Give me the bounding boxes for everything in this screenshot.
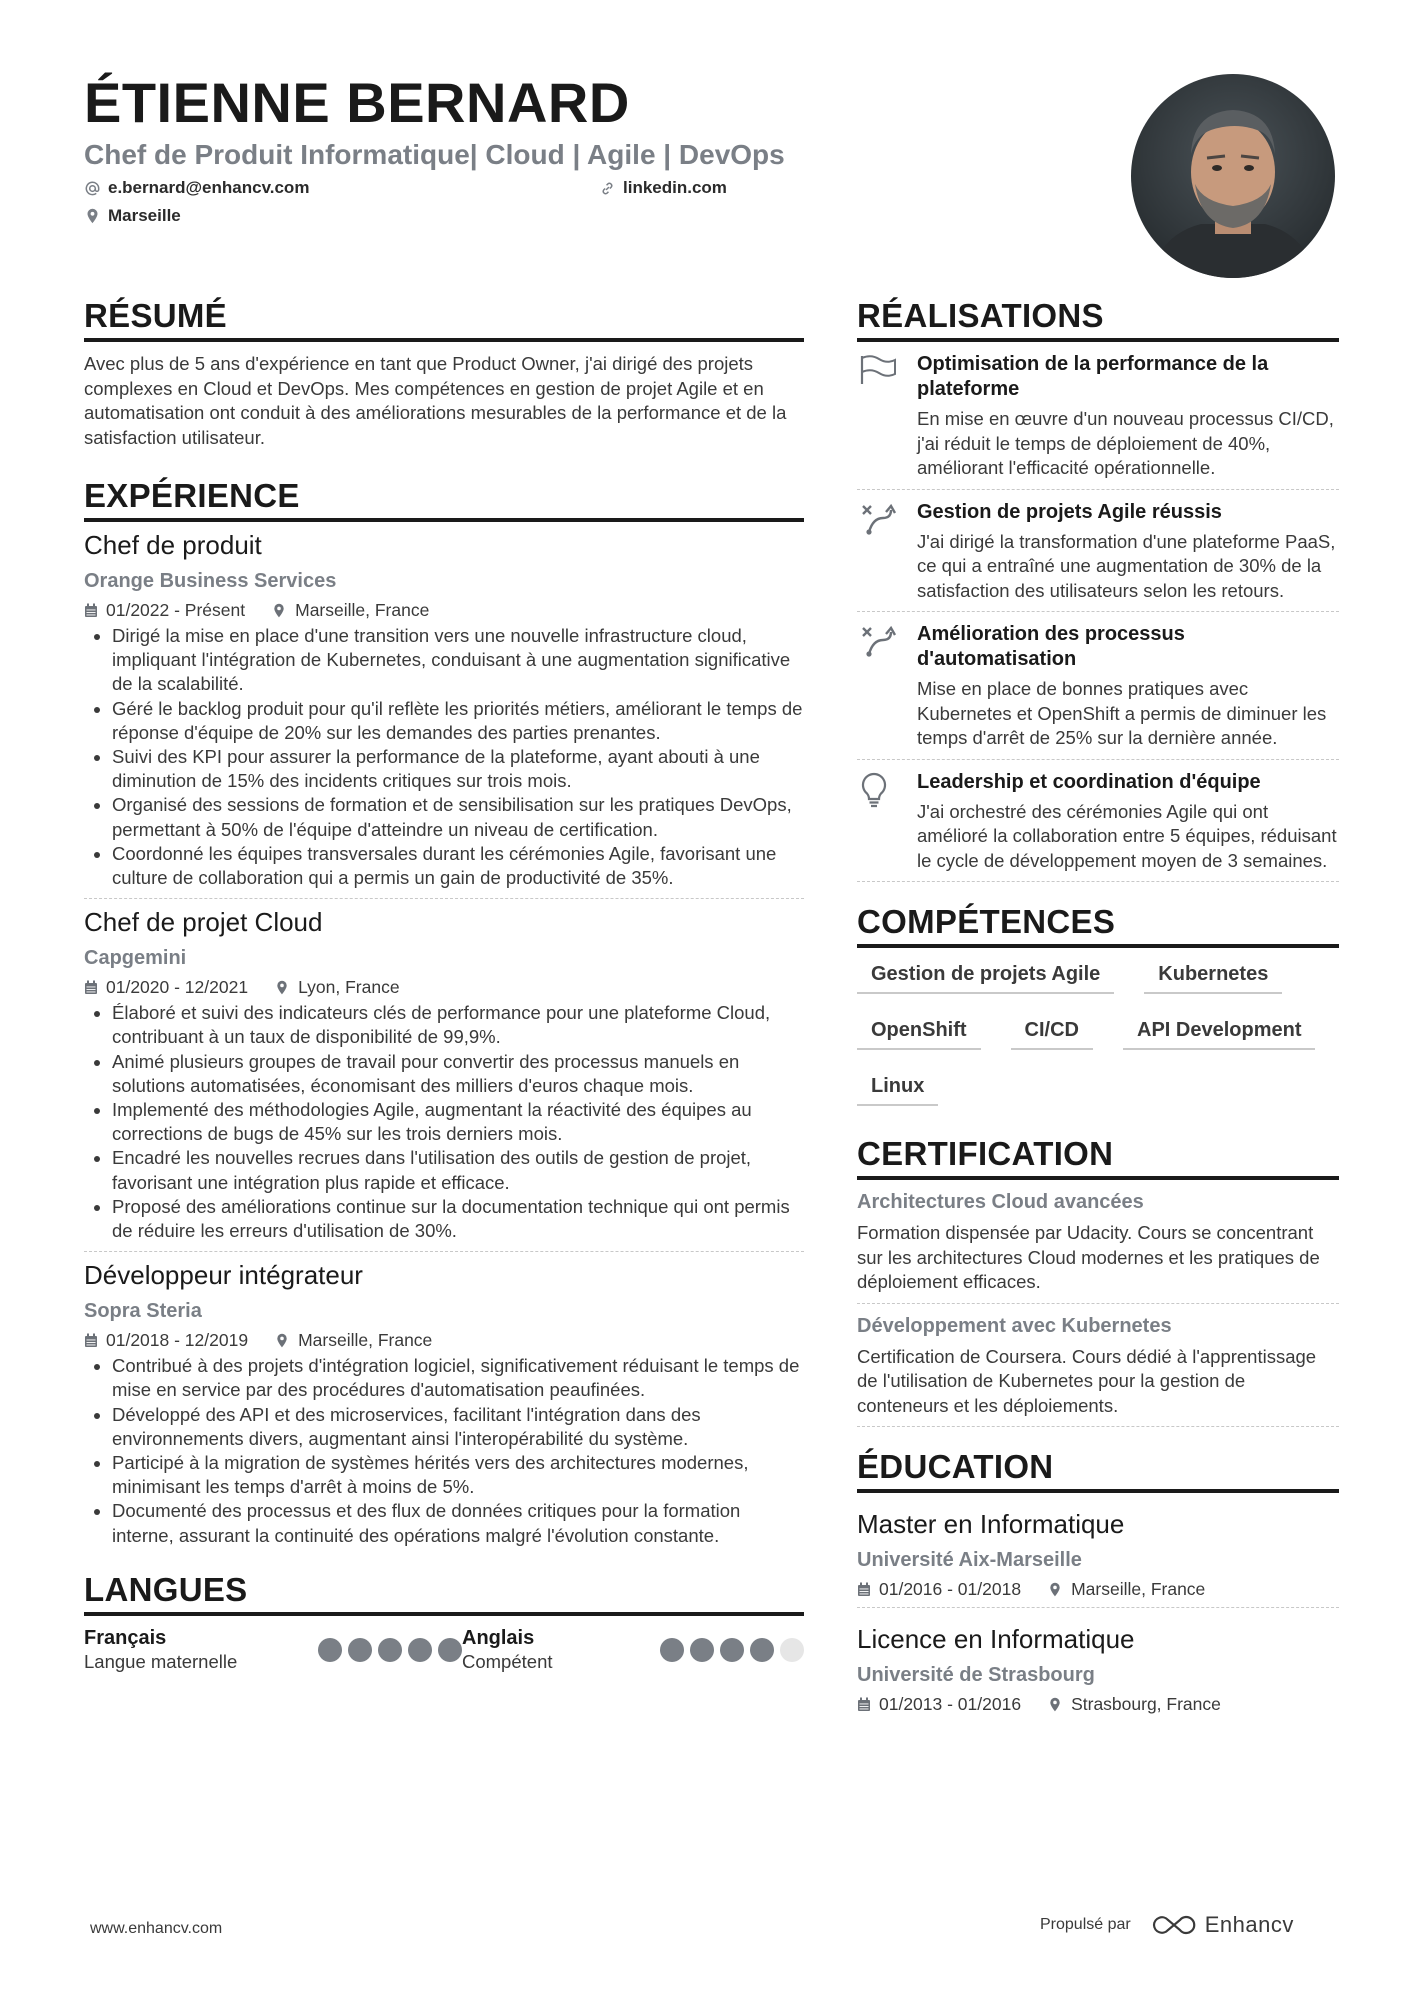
job-title: Développeur intégrateur xyxy=(84,1260,363,1291)
education-dates xyxy=(857,1692,1021,1716)
job-location-text: Marseille, France xyxy=(298,1330,433,1351)
achievement-body xyxy=(917,770,1339,874)
certification-title: Développement avec Kubernetes xyxy=(857,1314,1172,1337)
school-name: Université de Strasbourg xyxy=(857,1664,1095,1686)
education-location xyxy=(1049,1692,1221,1716)
certifications-heading: CERTIFICATION xyxy=(857,1134,1339,1180)
location-pin-icon xyxy=(1049,1582,1063,1597)
language-level: Compétent xyxy=(462,1650,553,1672)
bullet-item: Animé plusieurs groupes de travail pour convertir des processus manuels en solutions automatisées, économisant des milliers d'euros chaque mois. xyxy=(84,1050,804,1098)
education-location-text: Strasbourg, France xyxy=(1071,1694,1221,1714)
rating-dot xyxy=(348,1638,372,1662)
job-meta xyxy=(84,975,804,999)
achievement-body xyxy=(917,352,1339,481)
footer-branding xyxy=(1040,1912,1294,1938)
language-text xyxy=(84,1626,237,1674)
job-dates-text: 01/2020 - 12/2021 xyxy=(106,977,249,998)
job-meta xyxy=(84,1328,804,1352)
right-column xyxy=(857,296,1339,1722)
achievement-body xyxy=(917,622,1339,751)
job-dates xyxy=(84,1328,248,1352)
experience-entry xyxy=(84,1258,804,1548)
education-heading: ÉDUCATION xyxy=(857,1447,1339,1493)
bullet-item: Participé à la migration de systèmes hérités vers des architectures modernes, minimisant les temps d'arrêt à moins de 5%. xyxy=(84,1451,804,1499)
language-item xyxy=(84,1626,462,1674)
certification-title: Architectures Cloud avancées xyxy=(857,1191,1144,1213)
bullet-item: Documenté des processus et des flux de données critiques pour la formation interne, assurant la continuité des opérations malgré l'évolution constante. xyxy=(84,1499,804,1547)
job-location xyxy=(276,1328,432,1352)
location-pin-icon xyxy=(276,980,290,995)
job-dates xyxy=(84,975,248,999)
rating-dot xyxy=(720,1638,744,1662)
achievement-title: Leadership et coordination d'équipe xyxy=(917,770,1261,793)
bullet-item: Suivi des KPI pour assurer la performance de la plateforme, ayant abouti à une diminution de 15% des incidents critiques sur trois mois. xyxy=(84,745,804,793)
experience-entry xyxy=(84,905,804,1252)
flag-icon xyxy=(857,352,917,481)
skill-tag: OpenShift xyxy=(857,1014,981,1050)
degree-title: Licence en Informatique xyxy=(857,1624,1135,1654)
linkedin-text: linkedin.com xyxy=(623,178,727,197)
job-location-text: Marseille, France xyxy=(295,600,430,620)
language-level: Langue maternelle xyxy=(84,1650,238,1672)
rating-dot xyxy=(318,1638,342,1662)
divider xyxy=(84,898,804,899)
skill-tag: API Development xyxy=(1123,1014,1315,1050)
achievement-text: Mise en place de bonnes pratiques avec Kubernetes et OpenShift a permis de diminuer les temps d'arrêt de 25% sur la dernière année. xyxy=(917,678,1327,748)
summary-text: Avec plus de 5 ans d'expérience en tant que Product Owner, j'ai dirigé des projets complexes en Cloud et DevOps. Mes compétences en gestion de projet Agile et en automatisation ont conduit à des améliorations mesurables de la performance et de la satisfaction utilisateur. xyxy=(84,353,787,448)
language-text xyxy=(462,1626,553,1674)
rating-dot xyxy=(660,1638,684,1662)
education-item xyxy=(857,1493,1339,1608)
job-bullets xyxy=(84,1001,804,1243)
job-location xyxy=(276,975,400,999)
location-text: Marseille xyxy=(108,206,181,225)
education-dates xyxy=(857,1577,1021,1601)
education-location xyxy=(1049,1577,1205,1601)
powered-by-text: Propulsé par xyxy=(1040,1916,1131,1933)
job-bullets xyxy=(84,624,804,890)
job-meta xyxy=(84,598,804,622)
route-icon xyxy=(857,500,917,604)
rating-dot xyxy=(690,1638,714,1662)
location-pin-icon xyxy=(1049,1697,1063,1712)
route-icon xyxy=(857,622,917,751)
calendar-icon xyxy=(857,1697,871,1712)
lightbulb-icon xyxy=(857,770,917,874)
bullet-item: Développé des API et des microservices, facilitant l'intégration dans des environnements divers, augmentant ainsi l'interopérabilité du système. xyxy=(84,1403,804,1451)
certification-item xyxy=(857,1304,1339,1428)
education-item xyxy=(857,1608,1339,1722)
achievement-text: J'ai orchestré des cérémonies Agile qui ont amélioré la collaboration entre 5 équipes, réduisant le cycle de développement moyen de 3 semaines. xyxy=(917,800,1337,871)
languages-heading: LANGUES xyxy=(84,1570,804,1616)
school-name: Université Aix-Marseille xyxy=(857,1549,1082,1571)
achievements-heading: RÉALISATIONS xyxy=(857,296,1339,342)
job-dates-text: 01/2022 - Présent xyxy=(106,600,246,620)
rating-dot xyxy=(750,1638,774,1662)
rating-dot xyxy=(780,1638,804,1662)
company-name: Sopra Steria xyxy=(84,1300,202,1323)
bullet-item: Organisé des sessions de formation et de sensibilisation sur les pratiques DevOps, permettant à 50% de l'équipe d'atteindre un niveau de certification. xyxy=(84,793,804,841)
company-name: Capgemini xyxy=(84,947,187,970)
language-rating xyxy=(660,1638,804,1662)
summary-heading: RÉSUMÉ xyxy=(84,296,804,342)
bullet-item: Géré le backlog produit pour qu'il reflète les priorités métiers, améliorant le temps de réponse d'équipe de 20% sur les demandes des parties prenantes. xyxy=(84,697,804,745)
bullet-item: Dirigé la mise en place d'une transition vers une nouvelle infrastructure cloud, impliquant l'intégration de Kubernetes, conduisant à une augmentation significative de la scalabilité. xyxy=(84,624,804,697)
achievement-title: Optimisation de la performance de la plateforme xyxy=(917,353,1269,400)
calendar-icon xyxy=(857,1582,871,1597)
job-title: Chef de projet Cloud xyxy=(84,907,323,938)
achievement-item xyxy=(857,342,1339,490)
achievement-body xyxy=(917,500,1339,604)
achievement-item xyxy=(857,612,1339,760)
profile-photo xyxy=(1131,74,1335,278)
education-meta xyxy=(857,1692,1339,1716)
skills-heading: COMPÉTENCES xyxy=(857,902,1339,948)
achievement-text: J'ai dirigé la transformation d'une plateforme PaaS, ce qui a entraîné une augmentation de 30% de la satisfaction des utilisateurs selon les retours. xyxy=(917,530,1336,601)
certification-item xyxy=(857,1180,1339,1304)
left-column xyxy=(84,296,804,1674)
location-contact xyxy=(84,204,599,228)
location-pin-icon xyxy=(273,603,287,618)
education-dates-text: 01/2016 - 01/2018 xyxy=(879,1579,1022,1599)
job-bullets xyxy=(84,1354,804,1548)
footer-website[interactable]: www.enhancv.com xyxy=(90,1920,223,1937)
degree-title: Master en Informatique xyxy=(857,1509,1125,1539)
achievement-item xyxy=(857,760,1339,883)
link-icon xyxy=(599,180,615,196)
at-icon xyxy=(84,180,100,196)
bullet-item: Encadré les nouvelles recrues dans l'utilisation des outils de gestion de projet, favorisant une intégration plus rapide et efficace. xyxy=(84,1146,804,1194)
bullet-item: Proposé des améliorations continue sur la documentation technique qui ont permis de réduire les erreurs d'utilisation de 30%. xyxy=(84,1195,804,1243)
bullet-item: Implementé des méthodologies Agile, augmentant la réactivité des équipes au corrections de bugs de 45% sur les trois derniers mois. xyxy=(84,1098,804,1146)
skills-list xyxy=(857,958,1339,1106)
languages-list xyxy=(84,1626,804,1674)
skill-tag: Kubernetes xyxy=(1144,958,1282,994)
email-contact[interactable] xyxy=(84,176,599,200)
bullet-item: Contribué à des projets d'intégration logiciel, significativement réduisant le temps de mise en service par des procédures d'automatisation peaufinées. xyxy=(84,1354,804,1402)
linkedin-contact[interactable] xyxy=(599,176,899,200)
job-title: Chef de produit xyxy=(84,530,262,560)
skill-tag: Gestion de projets Agile xyxy=(857,958,1114,994)
enhancv-logo-icon xyxy=(1151,1913,1197,1937)
rating-dot xyxy=(408,1638,432,1662)
achievement-title: Gestion de projets Agile réussis xyxy=(917,500,1222,523)
certification-text: Formation dispensée par Udacity. Cours se concentrant sur les architectures Cloud modernes et les pratiques de déploiement efficaces. xyxy=(857,1222,1320,1292)
company-name: Orange Business Services xyxy=(84,570,337,592)
bullet-item: Coordonné les équipes transversales durant les cérémonies Agile, favorisant une culture de collaboration qui a permis un gain de productivité de 35%. xyxy=(84,842,804,890)
enhancv-logo[interactable] xyxy=(1151,1912,1294,1938)
experience-heading: EXPÉRIENCE xyxy=(84,476,804,522)
certification-text: Certification de Coursera. Cours dédié à l'apprentissage de l'utilisation de Kubernetes pour la gestion de conteneurs et les déploiements. xyxy=(857,1345,1317,1416)
calendar-icon xyxy=(84,603,98,618)
education-location-text: Marseille, France xyxy=(1071,1579,1206,1599)
header xyxy=(84,70,1104,228)
candidate-headline: Chef de Produit Informatique| Cloud | Agile | DevOps xyxy=(84,139,785,170)
skill-tag: CI/CD xyxy=(1011,1014,1093,1050)
language-name: Anglais xyxy=(462,1626,535,1649)
achievement-item xyxy=(857,490,1339,613)
contact-info xyxy=(84,176,1104,228)
divider xyxy=(84,1251,804,1252)
achievement-text: En mise en œuvre d'un nouveau processus CI/CD, j'ai réduit le temps de déploiement de 40%, améliorant l'efficacité opérationnelle. xyxy=(917,408,1334,478)
job-location xyxy=(273,598,429,622)
skill-tag: Linux xyxy=(857,1070,938,1106)
location-pin-icon xyxy=(276,1333,290,1348)
education-meta xyxy=(857,1577,1339,1601)
calendar-icon xyxy=(84,1333,98,1348)
email-text: e.bernard@enhancv.com xyxy=(108,178,310,197)
job-location-text: Lyon, France xyxy=(298,977,400,998)
experience-entry xyxy=(84,528,804,899)
achievement-title: Amélioration des processus d'automatisation xyxy=(917,623,1185,670)
education-dates-text: 01/2013 - 01/2016 xyxy=(879,1694,1022,1714)
bullet-item: Élaboré et suivi des indicateurs clés de performance pour une plateforme Cloud, contribuant à un taux de disponibilité de 99,9%. xyxy=(84,1001,804,1049)
language-name: Français xyxy=(84,1626,167,1649)
calendar-icon xyxy=(84,980,98,995)
candidate-name: ÉTIENNE BERNARD xyxy=(84,71,630,134)
language-rating xyxy=(318,1638,462,1662)
job-dates-text: 01/2018 - 12/2019 xyxy=(106,1330,249,1351)
brand-name: Enhancv xyxy=(1204,1912,1294,1937)
language-item xyxy=(462,1626,804,1674)
job-dates xyxy=(84,598,245,622)
rating-dot xyxy=(378,1638,402,1662)
location-pin-icon xyxy=(84,208,100,224)
rating-dot xyxy=(438,1638,462,1662)
